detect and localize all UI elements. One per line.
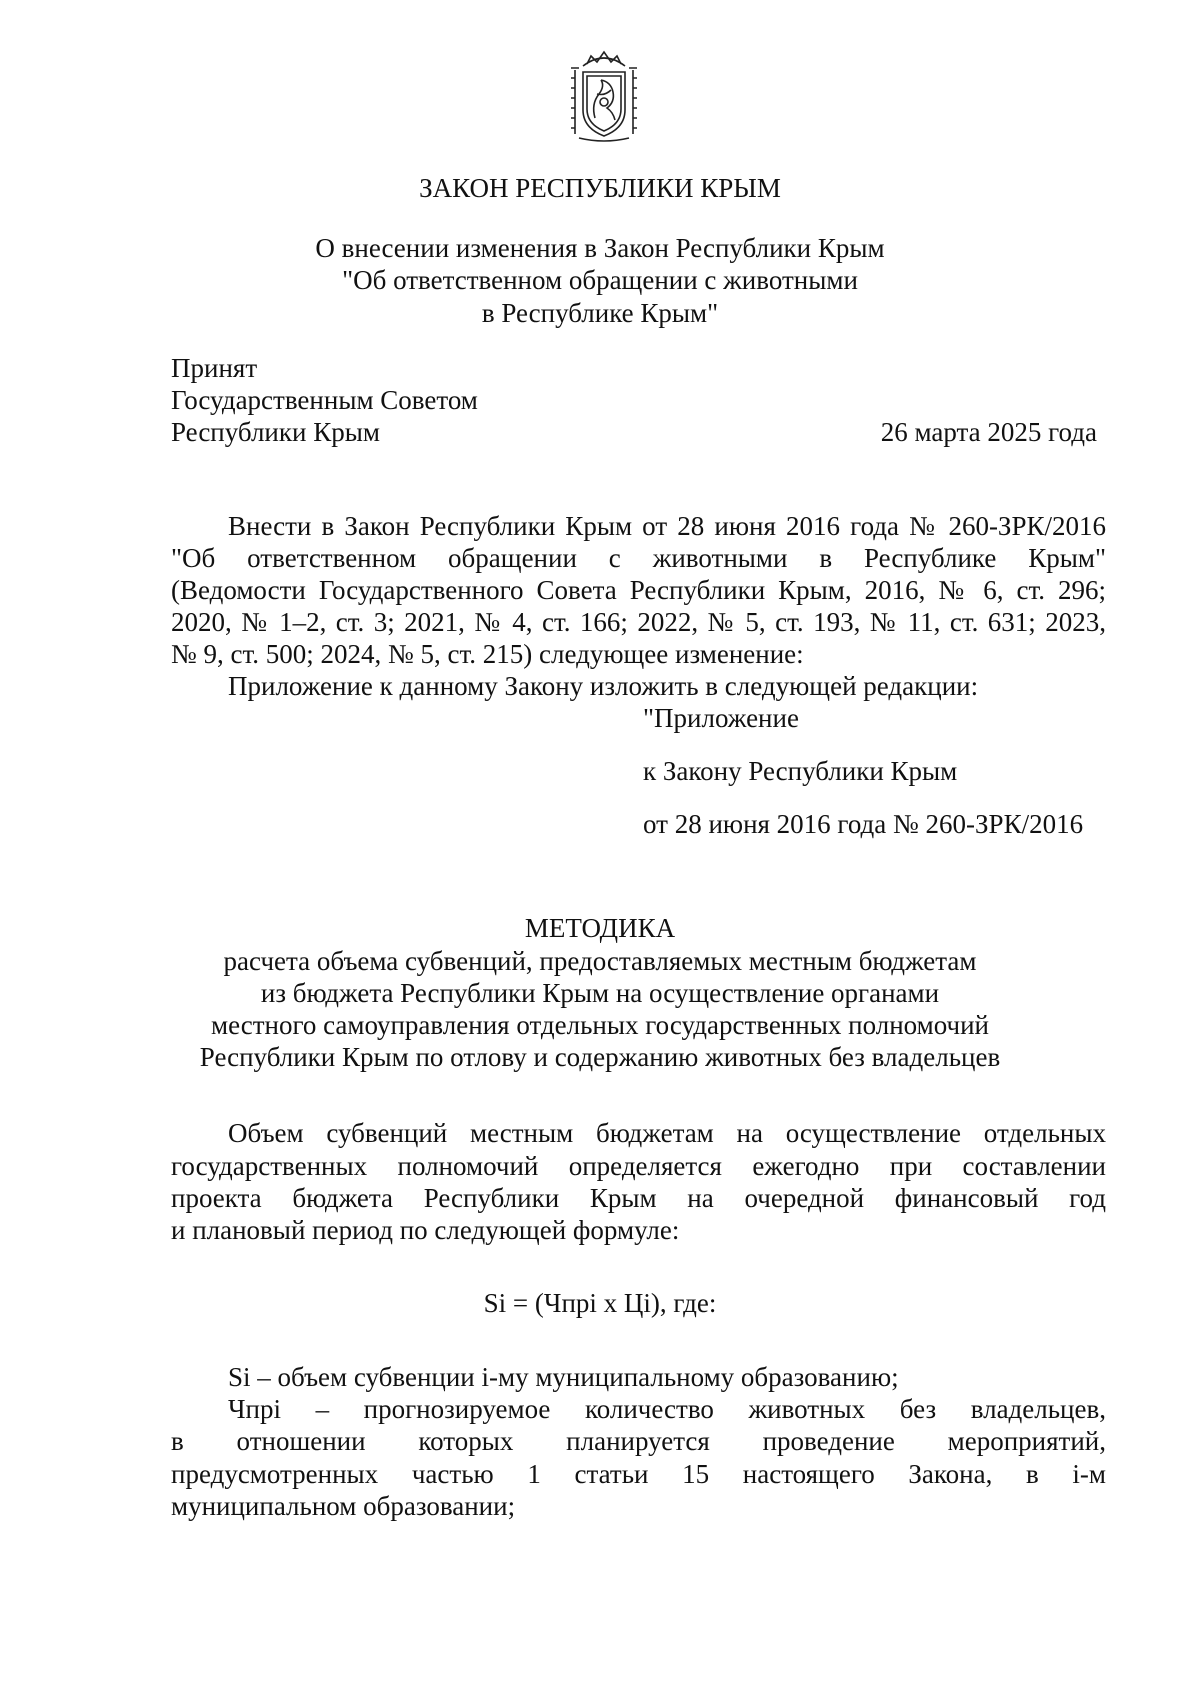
definition-chpri-line: предусмотренных частью 1 статьи 15 настоящего Закона, в i-м bbox=[171, 1459, 1106, 1489]
definition-chpri-line: муниципальном образовании; bbox=[171, 1491, 516, 1521]
methodology-subtitle-line: расчета объема субвенций, предоставляемых местным бюджетам bbox=[223, 946, 977, 976]
adoption-line: Государственным Советом bbox=[171, 385, 478, 415]
appendix-law-date: от 28 июня 2016 года № 260-ЗРК/2016 bbox=[643, 809, 1084, 839]
methodology-subtitle-line: из бюджета Республики Крым на осуществление органами bbox=[260, 978, 940, 1008]
intro-paragraph-line: государственных полномочий определяется ежегодно при составлении bbox=[171, 1151, 1106, 1181]
adoption-line: Республики Крым bbox=[171, 417, 380, 447]
definition-chpri-line: Чпрi – прогнозируемое количество животных без владельцев, bbox=[228, 1394, 1106, 1424]
law-title: ЗАКОН РЕСПУБЛИКИ КРЫМ bbox=[419, 173, 781, 203]
adoption-line: Принят bbox=[171, 353, 258, 383]
amend-paragraph-line: "Об ответственном обращении с животными в Республике Крым" bbox=[171, 543, 1106, 573]
law-subtitle-line: О внесении изменения в Закон Республики Крым bbox=[315, 233, 885, 263]
intro-paragraph-line: и плановый период по следующей формуле: bbox=[171, 1215, 680, 1245]
adoption-date: 26 марта 2025 года bbox=[880, 417, 1097, 447]
amend-paragraph-line: № 9, ст. 500; 2024, № 5, ст. 215) следующее изменение: bbox=[171, 639, 804, 669]
definition-chpri-line: в отношении которых планируется проведение мероприятий, bbox=[171, 1426, 1106, 1456]
law-subtitle-line: в Республике Крым" bbox=[481, 298, 719, 328]
amend-paragraph-line: 2020, № 1–2, ст. 3; 2021, № 4, ст. 166; 2022, № 5, ст. 193, № 11, ст. 631; 2023, bbox=[171, 607, 1106, 637]
coat-of-arms-emblem bbox=[561, 48, 647, 144]
methodology-subtitle-line: местного самоуправления отдельных государственных полномочий bbox=[210, 1010, 989, 1040]
amend-paragraph-line: (Ведомости Государственного Совета Республики Крым, 2016, № 6, ст. 296; bbox=[171, 575, 1106, 605]
methodology-title: МЕТОДИКА bbox=[524, 913, 676, 943]
appendix-label: "Приложение bbox=[643, 703, 799, 733]
intro-paragraph-line: проекта бюджета Республики Крым на очередной финансовый год bbox=[171, 1183, 1106, 1213]
formula: Si = (Чпрi x Цi), где: bbox=[483, 1288, 717, 1318]
methodology-subtitle-line: Республики Крым по отлову и содержанию животных без владельцев bbox=[199, 1042, 1001, 1072]
amend-paragraph-line: Внести в Закон Республики Крым от 28 июня 2016 года № 260-ЗРК/2016 bbox=[228, 511, 1106, 541]
intro-paragraph-line: Объем субвенций местным бюджетам на осуществление отдельных bbox=[228, 1118, 1106, 1148]
appendix-law-ref: к Закону Республики Крым bbox=[643, 756, 958, 786]
appendix-instruction: Приложение к данному Закону изложить в следующей редакции: bbox=[228, 671, 979, 701]
law-subtitle-line: "Об ответственном обращении с животными bbox=[342, 265, 858, 295]
definition-si: Si – объем субвенции i-му муниципальному образованию; bbox=[228, 1362, 899, 1392]
